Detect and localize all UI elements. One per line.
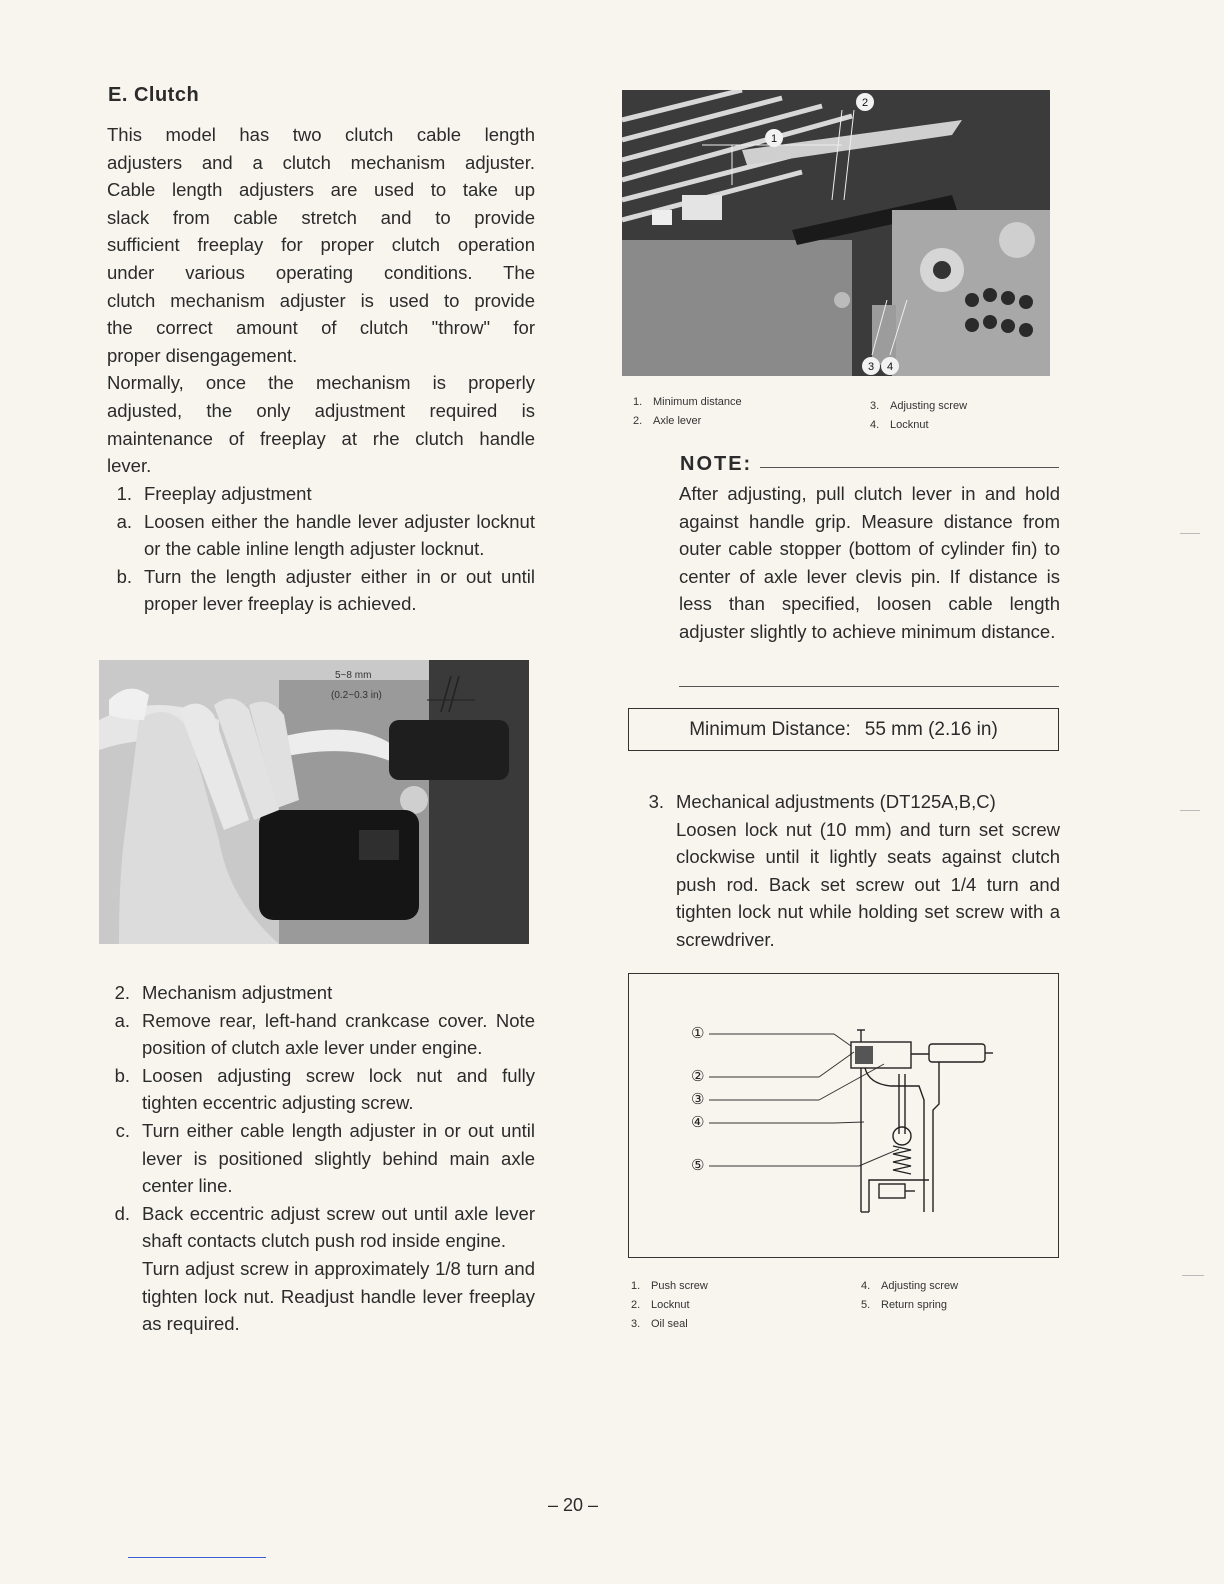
intro-line: proper disengagement. xyxy=(107,344,298,366)
intro-line: This model has two clutch cable length xyxy=(107,124,535,145)
caption-item: 3. Adjusting screw xyxy=(870,400,968,412)
intro-line: slack from cable stretch and to provide xyxy=(107,206,535,228)
minimum-distance-spec xyxy=(628,708,1059,751)
caption-item: 4. Adjusting screw xyxy=(861,1280,959,1292)
note-top-rule xyxy=(760,467,1059,468)
diagram-captions-right xyxy=(861,1277,1051,1315)
diagram-label-1: ① xyxy=(691,1024,705,1042)
intro-line: under various operating conditions. The xyxy=(107,261,535,283)
step-title: Freeplay adjustment xyxy=(144,483,312,504)
list-item xyxy=(108,1007,535,1062)
step-marker: 3. xyxy=(648,791,664,812)
note-text: After adjusting, pull clutch lever in and hold against handle grip. Measure distance from outer cable stopper (bottom of cylinder fin) to center of axle lever clevis pin. If distance is less than specified, loosen cable length adjuster slightly to achieve minimum distance. xyxy=(679,483,1060,642)
spec-value: 55 mm (2.16 in) xyxy=(864,718,998,740)
caption-item: 1. Push screw xyxy=(631,1280,708,1292)
caption-item: 4. Locknut xyxy=(870,419,929,431)
photo-2-captions-right xyxy=(870,397,1050,435)
diagram-captions-left xyxy=(631,1277,831,1334)
intro-line: adjusted, the only adjustment required is xyxy=(107,399,535,421)
step-marker: 1. xyxy=(116,483,132,504)
caption-item: 2. Locknut xyxy=(631,1299,690,1311)
item-text: Turn either cable length adjuster in or out until lever is positioned slightly behind main axle center line. xyxy=(142,1119,535,1197)
list-item xyxy=(108,1200,535,1255)
step-1-heading xyxy=(110,480,535,508)
step-3 xyxy=(634,788,1060,954)
callout-3: 3 xyxy=(867,361,875,373)
diagram-label-3: ③ xyxy=(691,1090,705,1108)
step-3-heading xyxy=(634,788,1060,816)
page-number: – 20 – xyxy=(548,1495,599,1515)
callout-4: 4 xyxy=(886,361,894,373)
step-text: Loosen lock nut (10 mm) and turn set screw clockwise until it lightly seats against clutch push rod. Back set screw out 1/4 turn and tighten lock nut while holding set screw with a screwdriver. xyxy=(676,818,1060,950)
list-item xyxy=(108,1117,535,1200)
intro-line: maintenance of freeplay at rhe clutch handle xyxy=(107,427,535,449)
step-title: Mechanism adjustment xyxy=(142,982,333,1003)
freeplay-label-in: (0.2~0.3 in) xyxy=(331,690,382,701)
item-marker: a. xyxy=(116,510,132,532)
note-title: NOTE: xyxy=(680,453,753,475)
diagram-label-4: ④ xyxy=(691,1113,705,1131)
item-text: Loosen adjusting screw lock nut and fully tighten eccentric adjusting screw. xyxy=(142,1064,535,1114)
margin-mark xyxy=(1182,1275,1204,1276)
caption-item: 1. Minimum distance xyxy=(633,396,742,408)
clutch-mechanism-diagram-art xyxy=(629,974,1057,1256)
item-marker: b. xyxy=(114,1064,130,1086)
margin-mark xyxy=(1180,533,1200,534)
intro-line: lever. xyxy=(107,455,152,477)
callout-1: 1 xyxy=(770,133,778,145)
item-text: Loosen either the handle lever adjuster locknut or the cable inline length adjuster locknut. xyxy=(144,510,535,560)
clutch-lever-photo xyxy=(99,660,529,944)
item-text: Back eccentric adjust screw out until axle lever shaft contacts clutch push rod inside engine. xyxy=(142,1202,535,1252)
clutch-mechanism-diagram xyxy=(628,973,1059,1258)
item-text: Turn the length adjuster either in or out until proper lever freeplay is achieved. xyxy=(144,565,535,615)
intro-paragraph xyxy=(107,121,535,480)
section-title: E. Clutch xyxy=(108,84,200,106)
list-item xyxy=(110,563,535,618)
intro-line: the correct amount of clutch "throw" for xyxy=(107,317,535,339)
engine-axle-lever-photo xyxy=(622,90,1050,376)
caption-item: 2. Axle lever xyxy=(633,415,702,427)
step-2-heading xyxy=(108,979,535,1007)
step-marker: 2. xyxy=(114,982,130,1003)
list-item xyxy=(110,508,535,563)
caption-item: 3. Oil seal xyxy=(631,1318,688,1330)
engine-axle-lever-photo-art xyxy=(622,90,1050,376)
clutch-lever-photo-art xyxy=(99,660,529,944)
intro-line: Normally, once the mechanism is properly xyxy=(107,372,535,394)
intro-line: clutch mechanism adjuster is used to provide xyxy=(107,289,535,311)
callout-2: 2 xyxy=(861,97,869,109)
item-text: Turn adjust screw in approximately 1/8 turn and tighten lock nut. Readjust handle lever freeplay as required. xyxy=(142,1257,535,1335)
step-title: Mechanical adjustments (DT125A,B,C) xyxy=(676,791,996,812)
item-marker: a. xyxy=(114,1009,130,1031)
item-marker: c. xyxy=(115,1119,130,1141)
item-text: Remove rear, left-hand crankcase cover. Note position of clutch axle lever under engine. xyxy=(142,1009,535,1059)
step-1 xyxy=(110,480,535,618)
bottom-blue-line xyxy=(128,1557,266,1558)
item-marker: d. xyxy=(114,1202,130,1224)
step-3-body xyxy=(634,816,1060,954)
spec-label: Minimum Distance: xyxy=(689,718,851,740)
margin-mark xyxy=(1180,810,1200,811)
list-item-followup xyxy=(108,1255,535,1338)
note-bottom-rule xyxy=(679,686,1059,687)
caption-item: 5. Return spring xyxy=(861,1299,948,1311)
item-marker: b. xyxy=(116,565,132,587)
intro-line: Cable length adjusters are used to take up xyxy=(107,179,535,201)
intro-line: adjusters and a clutch mechanism adjuster. xyxy=(107,151,535,173)
diagram-label-5: ⑤ xyxy=(691,1156,705,1174)
step-2 xyxy=(108,979,535,1338)
diagram-label-2: ② xyxy=(691,1067,705,1085)
intro-line: sufficient freeplay for proper clutch operation xyxy=(107,234,535,256)
list-item xyxy=(108,1062,535,1117)
freeplay-label-mm: 5~8 mm xyxy=(335,670,372,681)
photo-2-captions-left xyxy=(633,393,833,431)
